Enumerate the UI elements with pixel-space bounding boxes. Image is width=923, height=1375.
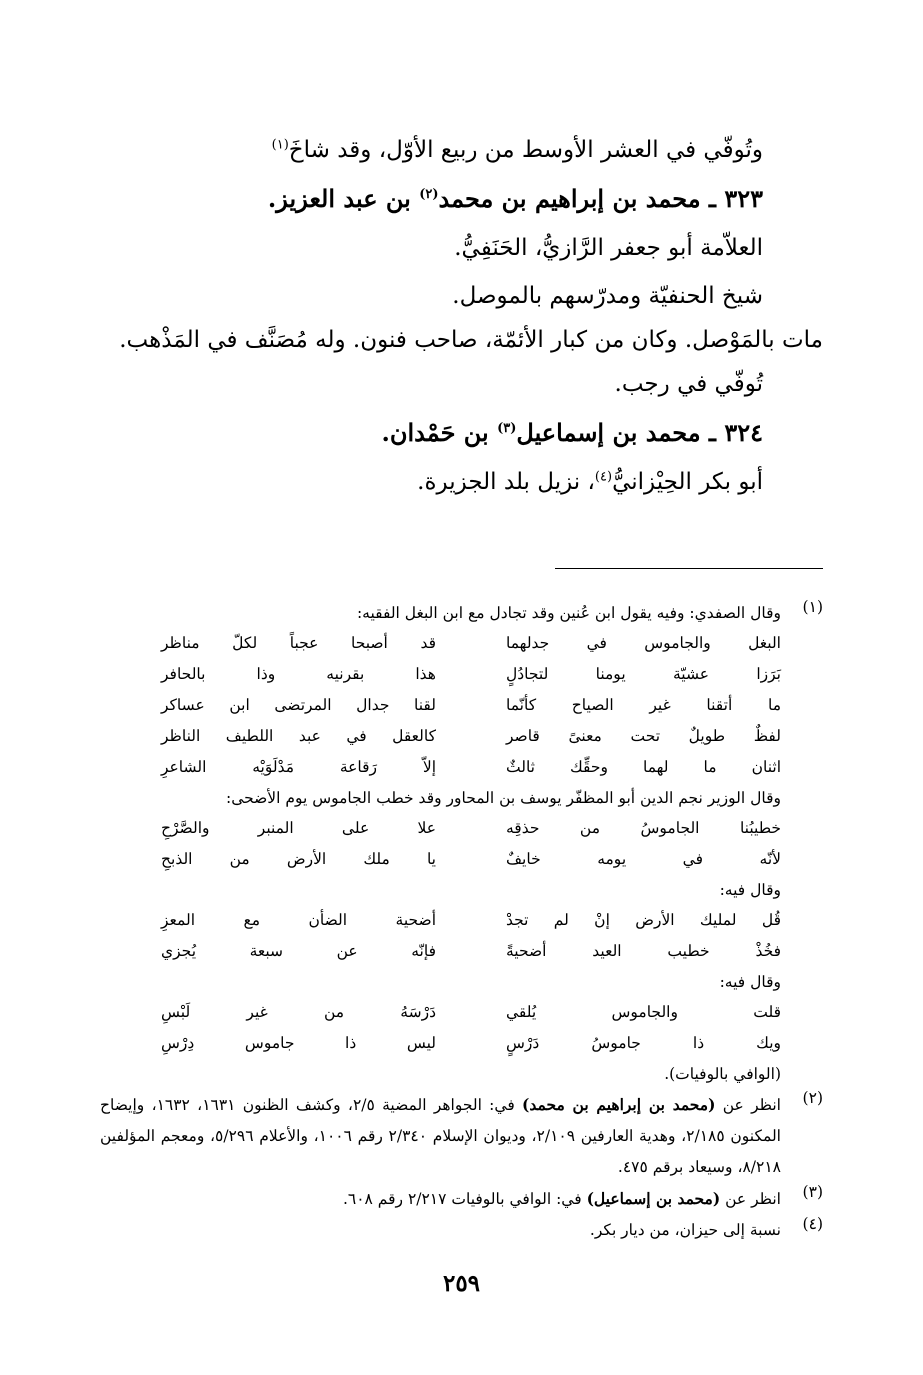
- hemistich-first: لأنّه في يومه خايفٌ: [506, 850, 781, 868]
- hemistich-first: ما أتقنا غير الصياح كأنّما: [506, 696, 781, 714]
- verse: [100, 844, 781, 875]
- verse: [100, 752, 781, 783]
- hemistich-first: بَرَزا عشيّة يومنا لتجادُلٍ: [506, 665, 781, 683]
- hemistich-first: اثنان ما لهما وحقِّك ثالثٌ: [506, 758, 781, 776]
- footnote-number: (٣): [802, 1183, 823, 1201]
- footnote-ref-1: (١): [271, 137, 289, 153]
- footnote-sources: في: الوافي بالوفيات ٢/٢١٧ رقم ٦٠٨.: [342, 1190, 587, 1208]
- footnote-2: [100, 1089, 823, 1183]
- hemistich-second: لقنا جدال المرتضى ابن عساكر: [161, 696, 436, 714]
- hemistich-first: ويك ذا جاموسُ دَرْسٍ: [506, 1034, 781, 1052]
- footnote-text: [100, 1089, 781, 1183]
- entry-323-bio: مات بالمَوْصل. وكان من كبار الأئمّة، صاحب فنون. وله مُصَنَّف في المَذْهب.: [119, 327, 823, 353]
- hemistich-first: فخُذْ خطيب العيد أضحيةً: [506, 942, 781, 960]
- verse: [100, 1028, 781, 1059]
- footnote-number: (٤): [802, 1215, 823, 1233]
- entry-323-heading: [100, 174, 823, 224]
- footnote-separator: [555, 568, 823, 569]
- verse: [100, 813, 781, 844]
- footnote-3: [100, 1183, 823, 1215]
- footnote-text: [100, 1183, 781, 1215]
- page-number: ٢٥٩: [442, 1270, 481, 1297]
- footnote-intro: وقال الوزير نجم الدين أبو المظفّر يوسف بن المحاور وقد خطب الجاموس يوم الأضحى:: [225, 789, 781, 807]
- entry-324-name: ٣٢٤ ـ محمد بن إسماعيل: [516, 418, 763, 447]
- poem-3: [100, 905, 781, 967]
- hemistich-second: إلاّ رَقاعة مَدْلَوَيْه الشاعرِ: [161, 758, 436, 776]
- hemistich-first: لفظٌ طويلٌ تحت معنىً قاصر: [506, 727, 781, 745]
- hemistich-second: يا ملك الأرض من الذبحِ: [161, 850, 436, 868]
- hemistich-second: كالعقل في عبد اللطيف الناظر: [161, 727, 436, 745]
- hemistich-second: قد أصبحا عجباً لكلّ مناظر: [161, 634, 436, 652]
- hemistich-second: دَرْسَهُ من غير لَبْسِ: [161, 1003, 436, 1021]
- footnote-intro: وقال فيه:: [719, 973, 781, 991]
- hemistich-first: قلت والجاموس يُلقي: [506, 1003, 781, 1021]
- hemistich-first: خطيبُنا الجاموسُ من حذقِه: [506, 819, 781, 837]
- entry-324-name-end: بن حَمْدان.: [381, 418, 498, 447]
- hemistich-second: علا على المنبر والصَّرْحِ: [161, 819, 436, 837]
- footnote-source: (الوافي بالوفيات).: [664, 1065, 781, 1083]
- footnote-sources: في: الجواهر المضية ٢/٥، وكشف الظنون ١٦٣١، ١٦٣٢، وإيضاح المكنون ٢/١٨٥، وهدية العارفين ٢/١٠٩، وديوان الإسلام ٢/٣٤٠ رقم ١٠٠٦، والأعلام ٥/٢٩٦، ومعجم المؤلفين ٨/٢١٨، وسيعاد برقم ٤٧٥.: [100, 1096, 781, 1176]
- footnote-ref-4: (٤): [594, 469, 613, 485]
- poem-1: [100, 628, 781, 783]
- footnote-prefix: انظر عن: [720, 1190, 781, 1208]
- entry-324-heading: [100, 408, 823, 458]
- verse: [100, 690, 781, 721]
- verse: [100, 721, 781, 752]
- footnote-ref-3: (٣): [497, 421, 517, 436]
- entry-323-name-end: بن عبد العزيز.: [267, 184, 420, 213]
- entry-323-kunya: العلاّمة أبو جعفر الرَّازيُّ، الحَنَفِيُّ.: [454, 235, 763, 261]
- main-text: [100, 126, 823, 506]
- poem-2: [100, 813, 781, 875]
- hemistich-second: ليس ذا جاموس دِرْسِ: [161, 1034, 436, 1052]
- hemistich-first: قُل لمليك الأرض إنْ لم تجدْ: [506, 911, 781, 929]
- death-line: [100, 126, 823, 174]
- footnotes: [100, 598, 823, 1246]
- footnote-intro: وقال الصفدي: وفيه يقول ابن عُنين وقد تجادل مع ابن البغل الفقيه:: [356, 604, 781, 622]
- hemistich-first: البغل والجاموس في جدلهما: [506, 634, 781, 652]
- entry-323-role: شيخ الحنفيّة ومدرّسهم بالموصل.: [452, 283, 763, 309]
- footnote-intro: وقال فيه:: [719, 881, 781, 899]
- footnote-number: (١): [802, 598, 823, 616]
- entry-324-kunya: [100, 458, 823, 506]
- footnote-reference: (محمد بن إسماعيل): [586, 1189, 721, 1208]
- footnote-4: [100, 1215, 823, 1246]
- entry-324-residence: ، نزيل بلد الجزيرة.: [417, 469, 595, 495]
- footnote-prefix: انظر عن: [715, 1096, 781, 1114]
- hemistich-second: أضحية الضأن مع المعزِ: [161, 911, 436, 929]
- footnote-reference: (محمد بن إبراهيم بن محمد): [522, 1095, 716, 1114]
- verse: [100, 997, 781, 1028]
- footnote-text: نسبة إلى حيزان، من ديار بكر.: [589, 1221, 781, 1239]
- footnote-ref-2: (٢): [419, 187, 439, 202]
- poem-4: [100, 997, 781, 1059]
- death-text: وتُوفّي في العشر الأوسط من ربيع الأوّل، وقد شاخَ: [288, 137, 763, 163]
- verse: [100, 905, 781, 936]
- entry-323-name: ٣٢٣ ـ محمد بن إبراهيم بن محمد: [438, 184, 763, 213]
- verse: [100, 936, 781, 967]
- verse: [100, 628, 781, 659]
- footnote-1: [100, 598, 823, 1089]
- hemistich-second: فإنّه عن سبعة يُجزي: [161, 942, 436, 960]
- footnote-number: (٢): [802, 1089, 823, 1107]
- entry-324-nisba: أبو بكر الحِيْزانيُّ: [612, 469, 763, 495]
- verse: [100, 659, 781, 690]
- entry-323-death: تُوفّي في رجب.: [614, 371, 763, 397]
- hemistich-second: هذا بقرنيه وذا بالحافر: [161, 665, 436, 683]
